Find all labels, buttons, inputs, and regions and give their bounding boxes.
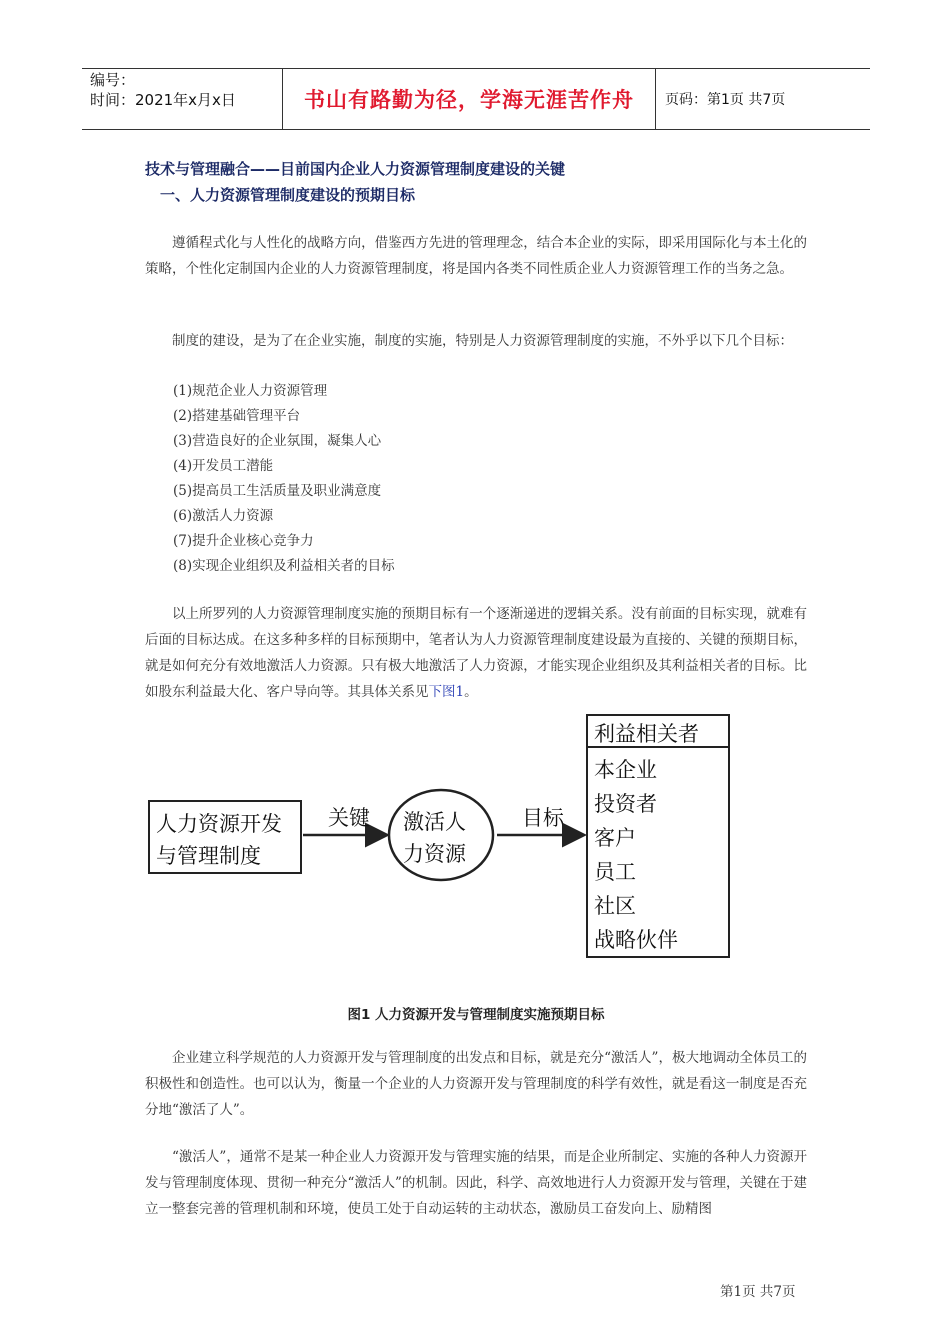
figure-1	[140, 710, 740, 970]
circle-label-line1: 激活人	[403, 810, 466, 834]
goals-list	[173, 379, 395, 579]
list-item: (4)开发员工潜能	[173, 458, 274, 474]
hr-system-box-line1: 人力资源开发	[156, 812, 282, 836]
doc-time-label: 时间：2021年x月x日	[90, 91, 236, 109]
header-page-number: 页码：第1页 共7页	[665, 92, 786, 108]
stakeholder-box	[586, 714, 730, 958]
list-item: (3)营造良好的企业氛围，凝集人心	[173, 433, 382, 449]
header-bottom-rule	[82, 129, 870, 130]
stakeholder-item: 投资者	[594, 792, 657, 816]
header-divider-right	[655, 68, 656, 130]
stakeholder-item: 本企业	[594, 758, 657, 782]
paragraph-logic-text: 以上所罗列的人力资源管理制度实施的预期目标有一个逐渐递进的逻辑关系。没有前面的目标实现，就难有后面的目标达成。在这多种多样的目标预期中，笔者认为人力资源管理制度建设最为直接的、关键的预期目标，就是如何充分有效地激活人力资源。只有极大地激活了人力资源，才能实现企业组织及其利益相关者的目标。比如股东利益最大化、客户导向等。其具体关系见	[145, 606, 807, 700]
paragraph-intro: 遵循程式化与人性化的战略方向，借鉴西方先进的管理理念，结合本企业的实际，即采用国际化与本土化的策略，个性化定制国内企业的人力资源管理制度，将是国内各类不同性质企业人力资源管理工作的当务之急。	[145, 235, 807, 277]
stakeholder-item: 客户	[594, 826, 636, 850]
document-title: 技术与管理融合——目前国内企业人力资源管理制度建设的关键	[145, 160, 566, 178]
stakeholder-item: 社区	[594, 894, 636, 918]
paragraph-logic-end: 。	[464, 684, 478, 700]
header-meta	[90, 70, 236, 110]
stakeholder-divider	[588, 746, 728, 748]
paragraph-goals-intro: 制度的建设，是为了在企业实施，制度的实施，特别是人力资源管理制度的实施，不外乎以下几个目标：	[172, 333, 793, 349]
stakeholder-item: 员工	[594, 860, 636, 884]
header-motto: 书山有路勤为径，学海无涯苦作舟	[304, 88, 634, 112]
stakeholder-header: 利益相关者	[594, 722, 699, 746]
doc-number-label: 编号：	[90, 71, 136, 89]
list-item: (1)规范企业人力资源管理	[173, 383, 328, 399]
paragraph-mechanism: “激活人”，通常不是某一种企业人力资源开发与管理实施的结果，而是企业所制定、实施的各种人力资源开发与管理制度体现、贯彻一种充分“激活人”的机制。因此，科学、高效地进行人力资源开发与管理，关键在于建立一整套完善的管理机制和环境，使员工处于自动运转的主动状态，激励员工奋发向上、励精图	[145, 1149, 807, 1217]
circle-label-line2: 力资源	[403, 842, 466, 866]
list-item: (8)实现企业组织及利益相关者的目标	[173, 558, 395, 574]
paragraph-activate: 企业建立科学规范的人力资源开发与管理制度的出发点和目标，就是充分“激活人”，极大地调动全体员工的积极性和创造性。也可以认为，衡量一个企业的人力资源开发与管理制度的科学有效性，就是看这一制度是否充分地“激活了人”。	[145, 1050, 807, 1118]
list-item: (6)激活人力资源	[173, 508, 274, 524]
figure-reference-link[interactable]: 下图1	[428, 684, 465, 700]
list-item: (5)提高员工生活质量及职业满意度	[173, 483, 382, 499]
arrow-goal-label: 目标	[522, 806, 564, 830]
arrow-key-label: 关键	[328, 806, 370, 830]
list-item: (2)搭建基础管理平台	[173, 408, 301, 424]
hr-system-box-line2: 与管理制度	[156, 844, 261, 868]
footer-page-number: 第1页 共7页	[720, 1284, 796, 1300]
header-top-rule	[82, 68, 870, 69]
paragraph-logic	[145, 601, 807, 705]
section-title: 一、人力资源管理制度建设的预期目标	[160, 186, 416, 204]
list-item: (7)提升企业核心竞争力	[173, 533, 314, 549]
figure-caption: 图1 人力资源开发与管理制度实施预期目标	[347, 1007, 605, 1023]
stakeholder-item: 战略伙伴	[594, 928, 678, 952]
